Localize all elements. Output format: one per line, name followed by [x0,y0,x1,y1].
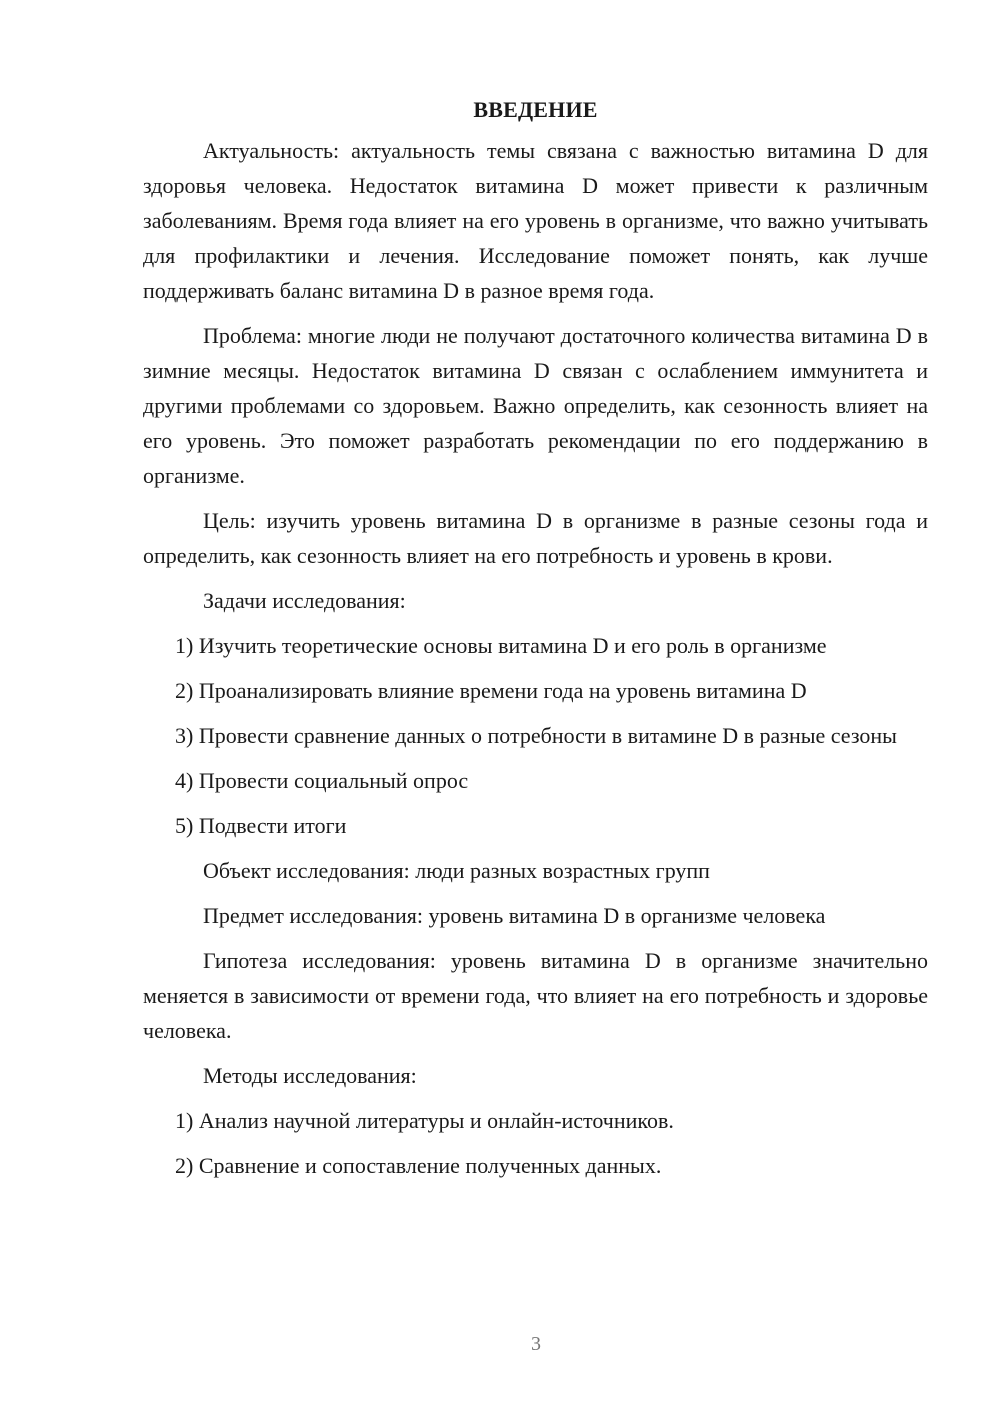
task-item: 2) Проанализировать влияние времени года на уровень витамина D [175,678,807,703]
task-item: 1) Изучить теоретические основы витамина D и его роль в организме [175,633,827,658]
method-item: 1) Анализ научной литературы и онлайн-источников. [175,1108,674,1133]
paragraph-subject: Предмет исследования: уровень витамина D в организме человека [203,903,826,928]
document-page [143,92,928,1193]
task-item: 4) Провести социальный опрос [175,768,469,793]
task-item: 3) Провести сравнение данных о потребности в витамине D в разные сезоны [175,723,897,748]
method-item: 2) Сравнение и сопоставление полученных данных. [175,1153,662,1178]
page-number: 3 [531,1333,541,1355]
tasks-heading: Задачи исследования: [203,588,406,613]
paragraph-relevance: Актуальность: актуальность темы связана с важностью витамина D для здоровья человека. Недостаток витамина D может привести к различным заболеваниям. Время года влияет на его уровень в организме, что важно учитывать для профилактики и лечения. Исследование поможет понять, как лучше поддерживать баланс витамина D в разное время года. [143,138,928,303]
section-title: ВВЕДЕНИЕ [473,97,598,122]
paragraph-problem: Проблема: многие люди не получают достаточного количества витамина D в зимние месяцы. Недостаток витамина D связан с ослаблением иммунитета и другими проблемами со здоровьем. Важно определить, как сезонность влияет на его уровень. Это поможет разработать рекомендации по его поддержанию в организме. [143,323,928,488]
paragraph-hypothesis: Гипотеза исследования: уровень витамина D в организме значительно меняется в зависимости от времени года, что влияет на его потребность и здоровье человека. [143,948,928,1043]
paragraph-object: Объект исследования: люди разных возрастных групп [203,858,710,883]
paragraph-goal: Цель: изучить уровень витамина D в организме в разные сезоны года и определить, как сезонность влияет на его потребность и уровень в крови. [143,508,928,568]
task-item: 5) Подвести итоги [175,813,347,838]
methods-heading: Методы исследования: [203,1063,417,1088]
